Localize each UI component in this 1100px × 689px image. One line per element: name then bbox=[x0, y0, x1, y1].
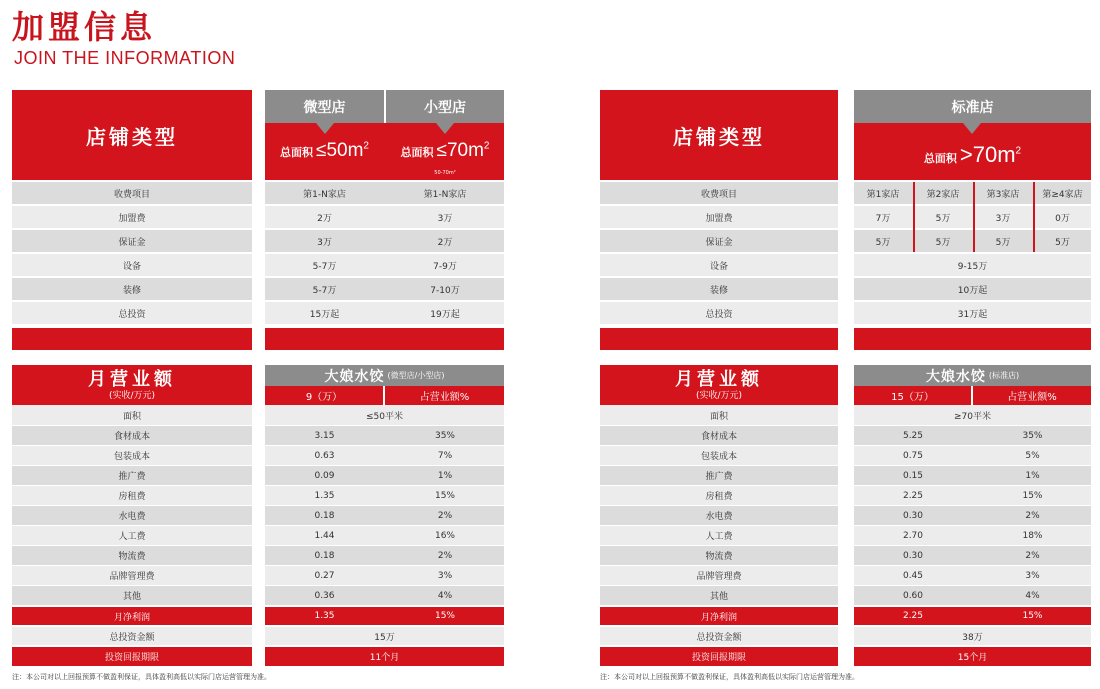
row-label: 食材成本 bbox=[113, 432, 150, 442]
brand-header bbox=[854, 365, 1091, 386]
row-label: 房租费 bbox=[118, 492, 146, 502]
row-value: 0万 bbox=[1055, 213, 1070, 224]
page-subtitle: JOIN THE INFORMATION bbox=[14, 48, 236, 68]
area-value: $\le 70m^2$ bbox=[436, 140, 490, 161]
row-value: 5万 bbox=[935, 237, 951, 248]
row-value: 第2家店 bbox=[926, 189, 960, 200]
revenue-unit: (实收/万元) bbox=[108, 390, 156, 401]
row-pct: 4% bbox=[437, 590, 453, 601]
row-value: 2万 bbox=[317, 213, 332, 224]
row-label: 投资回报期限 bbox=[104, 653, 159, 663]
row-label: 保证金 bbox=[118, 237, 146, 248]
row-label: 收费项目 bbox=[113, 189, 150, 200]
row-label: 品牌管理费 bbox=[696, 572, 742, 582]
row-label: 设备 bbox=[122, 261, 141, 272]
row-value: 0.30 bbox=[902, 550, 924, 561]
row-value: 2.25 bbox=[902, 611, 924, 621]
row-pct: 18% bbox=[1022, 530, 1043, 541]
row-value: 0.09 bbox=[314, 470, 335, 481]
row-value: 5-7万 bbox=[312, 261, 337, 272]
row-value: 第1-N家店 bbox=[303, 189, 346, 200]
row-label: 总投资金额 bbox=[696, 632, 742, 643]
row-value: 15万 bbox=[374, 632, 395, 643]
store-type-label: 店铺类型 bbox=[12, 90, 252, 180]
notch-marker bbox=[963, 123, 981, 134]
red-divider bbox=[973, 182, 975, 252]
row-label: 装修 bbox=[709, 285, 728, 296]
row-label: 推广费 bbox=[705, 472, 733, 482]
fee-footer-bar bbox=[600, 328, 838, 350]
row-value: 9-15万 bbox=[957, 261, 988, 272]
row-pct: 4% bbox=[1025, 590, 1040, 601]
type-name-micro: 微型店 bbox=[265, 90, 384, 123]
row-label: 总投资 bbox=[705, 309, 733, 320]
row-label: 总投资 bbox=[118, 309, 146, 320]
row-value: 2.70 bbox=[902, 530, 924, 541]
type-name-small: 小型店 bbox=[386, 90, 504, 123]
red-divider bbox=[1033, 182, 1035, 252]
row-value: 0.18 bbox=[314, 510, 335, 521]
row-value: 第1家店 bbox=[866, 189, 900, 200]
row-value: 1.35 bbox=[314, 611, 335, 621]
revenue-title: 月营业额 bbox=[675, 368, 763, 390]
row-pct: 2% bbox=[437, 510, 453, 521]
store-type-label: 店铺类型 bbox=[600, 90, 838, 180]
row-value: 1.44 bbox=[314, 530, 335, 541]
row-label: 其他 bbox=[122, 592, 141, 602]
row-pct: 15% bbox=[434, 611, 455, 621]
brand-name: 大娘水饺 bbox=[925, 368, 986, 385]
pct-header: 占营业额% bbox=[973, 386, 1091, 405]
row-label: 房租费 bbox=[705, 492, 733, 502]
row-label: 其他 bbox=[709, 592, 728, 602]
page-title: 加盟信息 bbox=[12, 8, 157, 46]
revenue-label bbox=[600, 365, 838, 405]
row-value: 38万 bbox=[962, 632, 983, 643]
row-value: 7-10万 bbox=[430, 285, 460, 296]
row-value: 0.60 bbox=[902, 590, 924, 601]
row-pct: 35% bbox=[1022, 430, 1043, 441]
row-label: 装修 bbox=[122, 285, 141, 296]
row-label: 设备 bbox=[709, 261, 728, 272]
row-value: 3.15 bbox=[314, 430, 335, 441]
row-value: 7-9万 bbox=[433, 261, 457, 272]
row-value: 0.27 bbox=[314, 570, 335, 581]
row-pct: 16% bbox=[434, 530, 455, 541]
row-label: 加盟费 bbox=[705, 213, 733, 224]
row-value: 0.45 bbox=[902, 570, 924, 581]
row-value: 10万起 bbox=[957, 285, 988, 296]
row-label: 推广费 bbox=[118, 472, 146, 482]
row-label: 月净利润 bbox=[700, 612, 737, 623]
row-pct: 1% bbox=[1025, 470, 1040, 481]
row-label: 面积 bbox=[122, 411, 141, 422]
row-label: 投资回报期限 bbox=[691, 653, 746, 663]
row-pct: 15% bbox=[1022, 490, 1043, 501]
row-value: 5万 bbox=[935, 213, 951, 224]
revenue-title: 月营业额 bbox=[88, 368, 176, 390]
brand-name: 大娘水饺 bbox=[324, 368, 385, 385]
type-area-standard bbox=[854, 142, 1091, 172]
row-value: ≥70平米 bbox=[954, 411, 991, 422]
area-value: $\le 50m^2$ bbox=[316, 140, 369, 161]
column-divider bbox=[838, 405, 854, 666]
row-value: 第1-N家店 bbox=[423, 189, 467, 200]
footnote: 注：本公司对以上回报预算不做盈利保证，具体盈利高低以实际门店运营管理为准。 bbox=[12, 673, 271, 681]
revenue-value: 15（万） bbox=[854, 386, 971, 405]
row-value: 0.63 bbox=[314, 450, 335, 461]
revenue-value: 9（万） bbox=[265, 386, 383, 405]
row-value: 15万起 bbox=[309, 309, 340, 320]
row-label: 总投资金额 bbox=[109, 632, 155, 643]
row-value: 0.75 bbox=[902, 450, 924, 461]
row-value: 5-7万 bbox=[312, 285, 337, 296]
row-value: 0.30 bbox=[902, 510, 924, 521]
row-label: 保证金 bbox=[705, 237, 733, 248]
area-label: 总面积 bbox=[280, 146, 314, 159]
row-label: 收费项目 bbox=[700, 189, 737, 200]
type-name-standard: 标准店 bbox=[854, 90, 1091, 123]
row-value: 11个月 bbox=[369, 653, 400, 663]
row-label: 物流费 bbox=[705, 552, 733, 562]
area-label: 总面积 bbox=[400, 146, 434, 159]
area-range-note: 50-70m² bbox=[434, 170, 456, 176]
row-value: 5万 bbox=[875, 237, 891, 248]
row-pct: 2% bbox=[437, 550, 453, 561]
row-pct: 3% bbox=[1025, 570, 1040, 581]
row-label: 月净利润 bbox=[113, 612, 150, 623]
row-value: 5万 bbox=[1055, 237, 1070, 248]
row-value: 2.25 bbox=[902, 490, 924, 501]
brand-note: (标准店) bbox=[988, 371, 1020, 380]
row-pct: 3% bbox=[437, 570, 453, 581]
row-label: 加盟费 bbox=[118, 213, 146, 224]
row-value: 2万 bbox=[437, 237, 453, 248]
row-pct: 15% bbox=[1022, 611, 1043, 621]
area-value: $>70m^2$ bbox=[959, 142, 1022, 167]
row-value: 1.35 bbox=[314, 490, 335, 501]
row-label: 包装成本 bbox=[113, 452, 150, 462]
area-label: 总面积 bbox=[923, 152, 957, 165]
row-value: 15个月 bbox=[957, 653, 988, 663]
row-value: 7万 bbox=[875, 213, 891, 224]
red-divider bbox=[913, 182, 915, 252]
row-label: 食材成本 bbox=[700, 432, 737, 442]
row-value: 31万起 bbox=[957, 309, 988, 320]
row-value: 5万 bbox=[995, 237, 1011, 248]
column-divider bbox=[838, 182, 854, 328]
row-value: 5.25 bbox=[902, 430, 924, 441]
row-pct: 7% bbox=[437, 450, 453, 461]
row-value: 0.18 bbox=[314, 550, 335, 561]
row-pct: 35% bbox=[434, 430, 455, 441]
row-label: 水电费 bbox=[118, 512, 146, 522]
row-value: 第≥4家店 bbox=[1042, 189, 1083, 200]
row-label: 品牌管理费 bbox=[109, 572, 155, 582]
brand-note: (微型店/小型店) bbox=[387, 371, 445, 380]
row-pct: 5% bbox=[1025, 450, 1040, 461]
revenue-unit: (实收/万元) bbox=[695, 390, 743, 401]
row-value: ≤50平米 bbox=[366, 411, 403, 422]
row-pct: 2% bbox=[1025, 550, 1040, 561]
row-label: 人工费 bbox=[705, 532, 733, 542]
fee-footer-bar bbox=[854, 328, 1091, 350]
row-label: 水电费 bbox=[705, 512, 733, 522]
footnote: 注：本公司对以上回报预算不做盈利保证，具体盈利高低以实际门店运营管理为准。 bbox=[600, 673, 859, 681]
row-pct: 15% bbox=[434, 490, 455, 501]
row-value: 19万起 bbox=[430, 309, 460, 320]
pct-header: 占营业额% bbox=[385, 386, 504, 405]
row-pct: 1% bbox=[437, 470, 453, 481]
row-label: 包装成本 bbox=[700, 452, 737, 462]
row-label: 人工费 bbox=[118, 532, 146, 542]
row-value: 3万 bbox=[995, 213, 1011, 224]
row-pct: 2% bbox=[1025, 510, 1040, 521]
row-value: 0.15 bbox=[902, 470, 924, 481]
row-value: 0.36 bbox=[314, 590, 335, 601]
row-label: 面积 bbox=[709, 411, 728, 422]
row-value: 3万 bbox=[437, 213, 453, 224]
row-value: 第3家店 bbox=[986, 189, 1020, 200]
row-value: 3万 bbox=[317, 237, 332, 248]
row-label: 物流费 bbox=[118, 552, 146, 562]
